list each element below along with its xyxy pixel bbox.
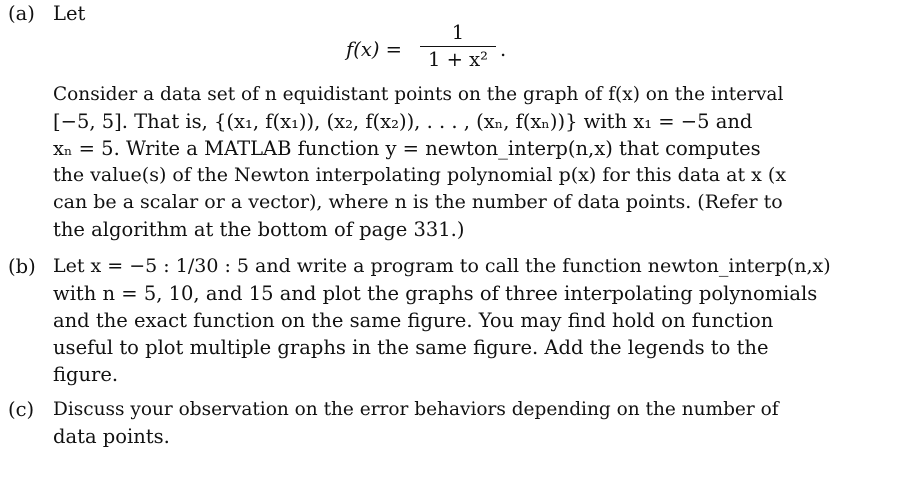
part-b-line: Let x = −5 : 1/30 : 5 and write a program to call the function newton_interp(n,x)	[53, 255, 831, 277]
part-a-label: (a)	[8, 2, 35, 25]
fraction-bar	[420, 46, 496, 47]
part-b-body	[53, 253, 843, 388]
part-c-line: data points.	[53, 425, 170, 448]
part-a-body	[53, 81, 788, 243]
part-a-intro: Let	[53, 2, 86, 25]
part-b-label: (b)	[8, 255, 36, 278]
part-c-line: Discuss your observation on the error behaviors depending on the number of	[53, 399, 779, 420]
part-b-line: with n = 5, 10, and 15 and plot the graphs of three interpolating polynomials	[53, 282, 818, 305]
equation-fraction	[420, 22, 496, 72]
part-a-line: can be a scalar or a vector), where n is the number of data points. (Refer to	[53, 191, 783, 213]
equation-period: .	[500, 38, 507, 61]
part-b-line: useful to plot multiple graphs in the same figure. Add the legends to the	[53, 336, 769, 359]
part-b-line: figure.	[53, 363, 119, 386]
part-b-line: and the exact function on the same figure. You may find hold on function	[53, 309, 774, 332]
part-a-line: [−5, 5]. That is, {(x₁, f(x₁)), (x₂, f(x₂)), . . . , (xₙ, f(xₙ))} with x₁ = −5 and	[53, 110, 753, 133]
equation-lhs: f(x) =	[346, 38, 402, 61]
part-a-line: xₙ = 5. Write a MATLAB function y = newton_interp(n,x) that computes	[53, 137, 761, 160]
part-a-line: the value(s) of the Newton interpolating polynomial p(x) for this data at x (x	[53, 164, 787, 186]
part-a-line: Consider a data set of n equidistant points on the graph of f(x) on the interval	[53, 84, 784, 105]
equation-denominator: 1 + x²	[428, 48, 488, 71]
part-a-line: the algorithm at the bottom of page 331.)	[53, 218, 465, 241]
part-c-body	[53, 396, 788, 450]
part-c-label: (c)	[8, 398, 35, 421]
equation-numerator: 1	[451, 21, 465, 44]
